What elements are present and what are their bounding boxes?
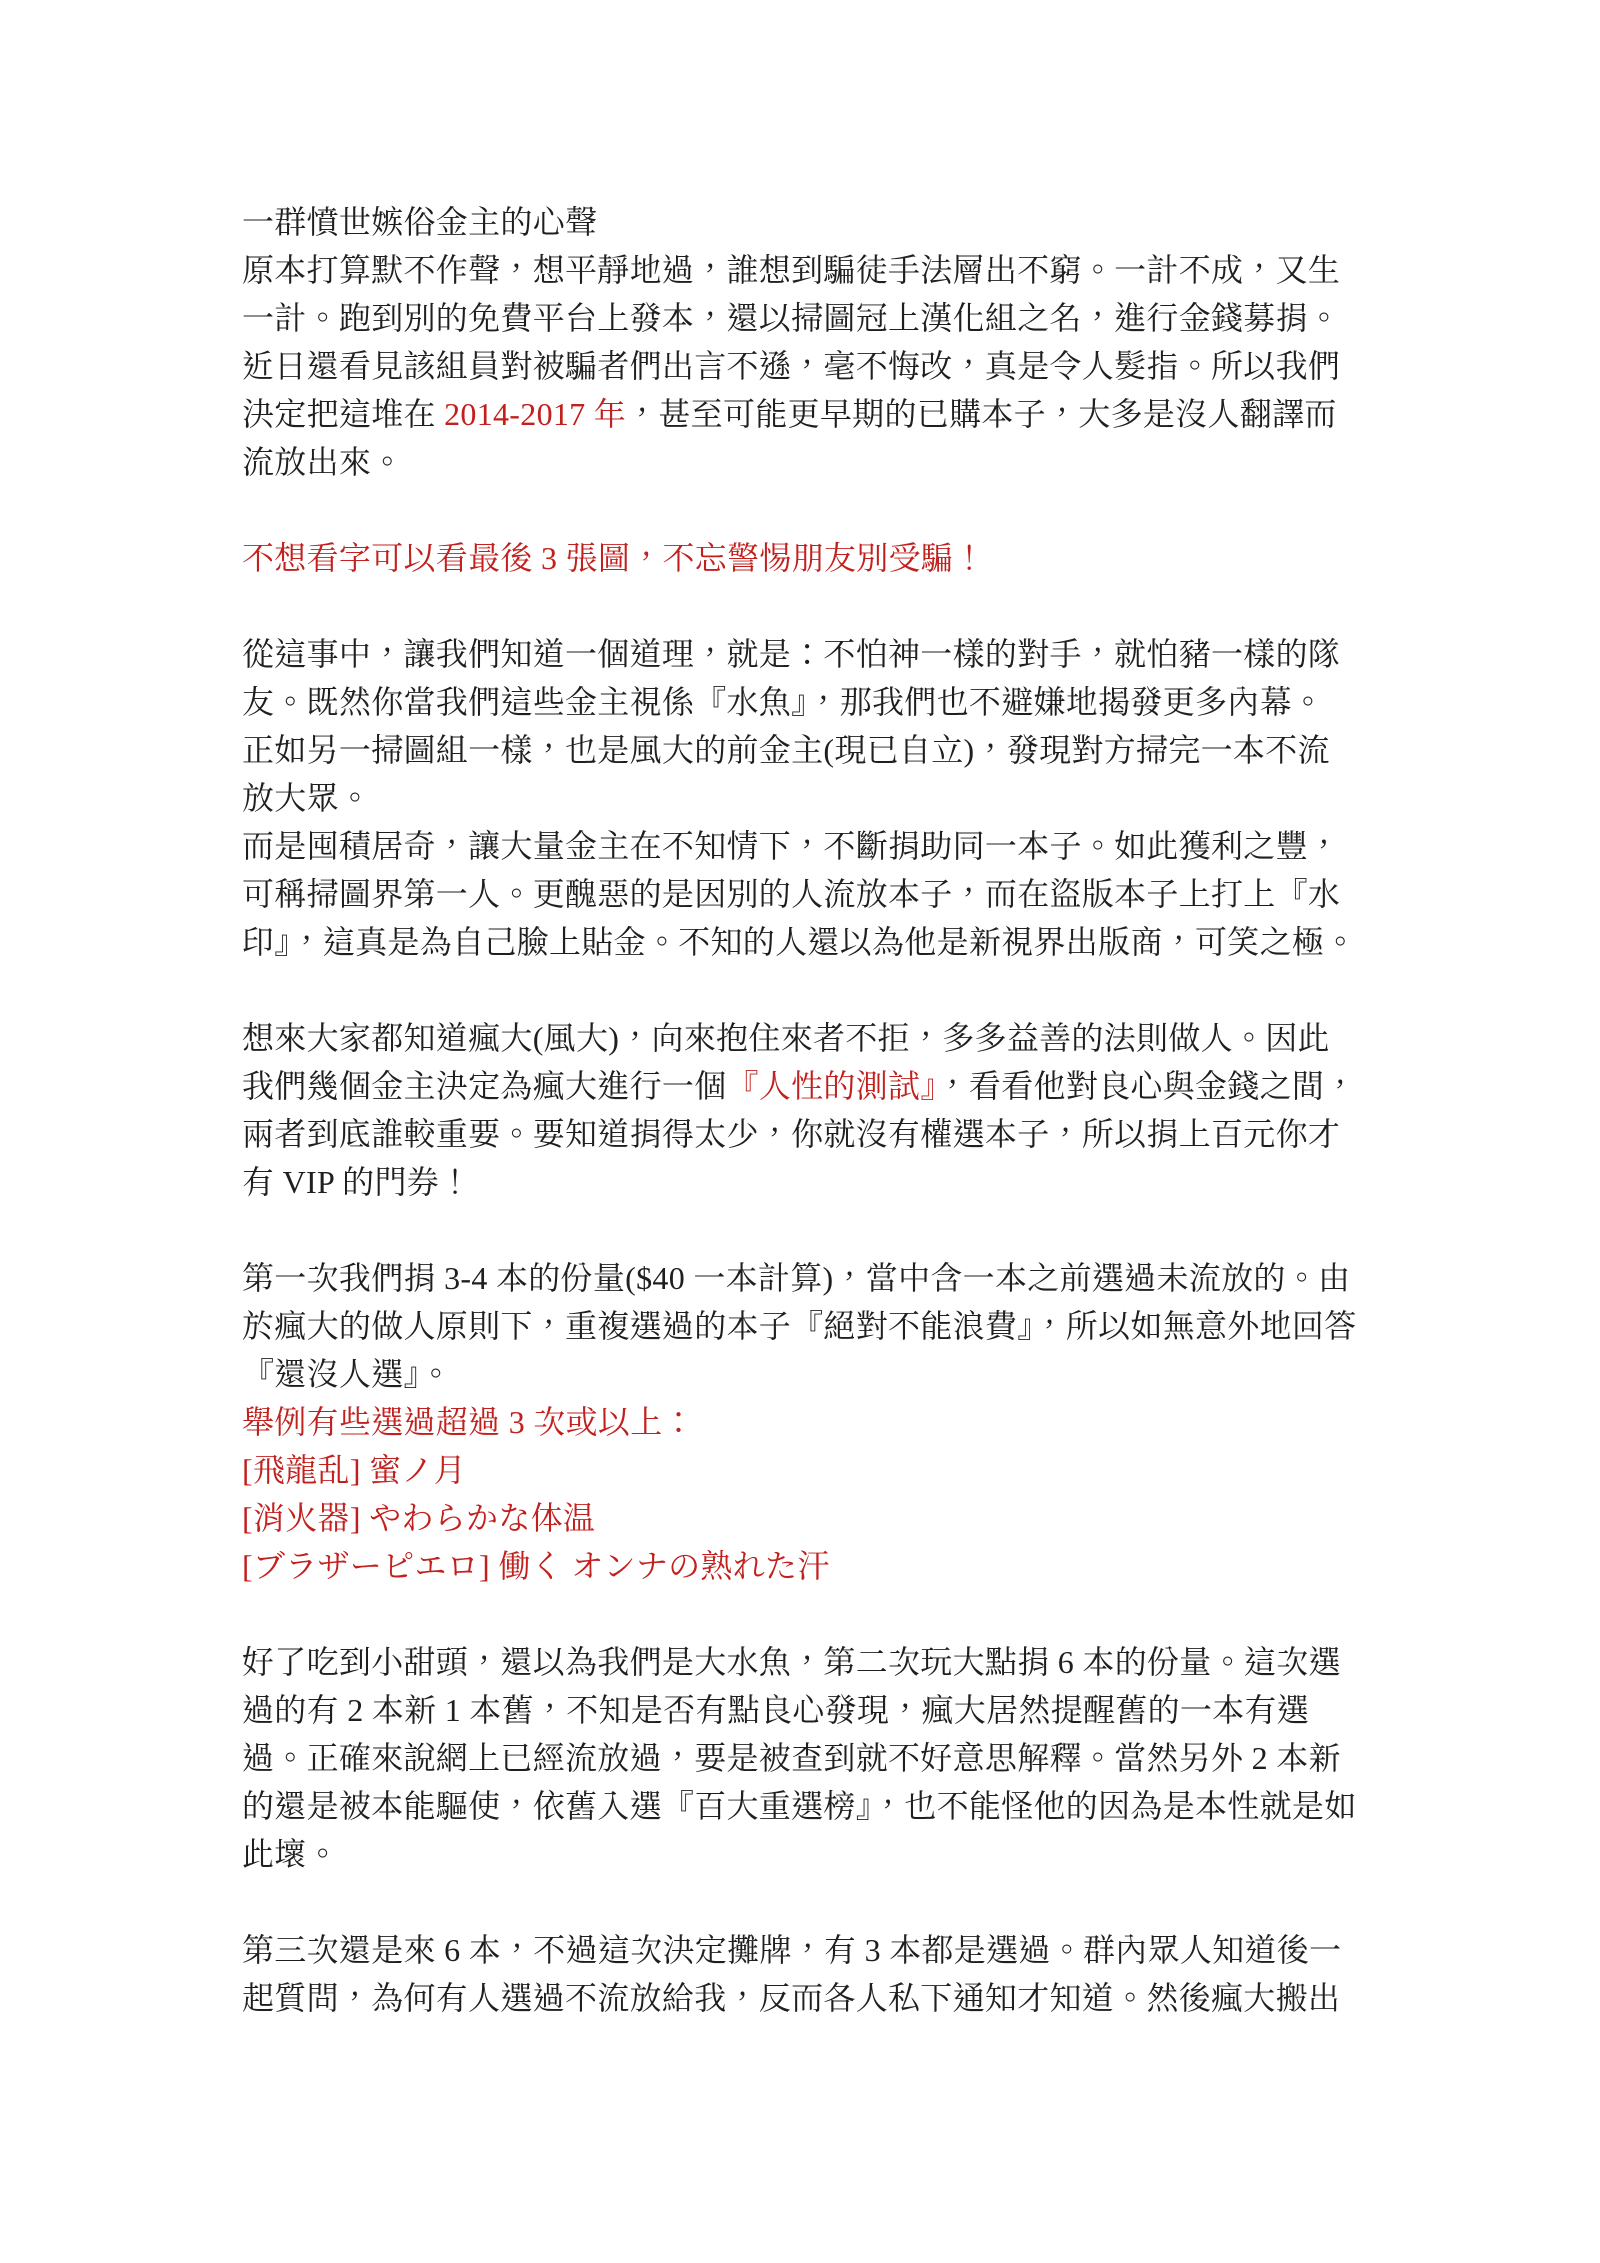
text-segment: 第三次還是來 6 本，不過這次決定攤牌，有 3 本都是選過。群內眾人知道後一 [242,1932,1342,1968]
paragraph [242,630,1382,966]
text-line [242,1302,1382,1350]
text-segment: 過。正確來說網上已經流放過，要是被查到就不好意思解釋。當然另外 2 本新 [242,1740,1341,1776]
text-line [242,1830,1382,1878]
document-content [242,198,1382,2022]
paragraph [242,534,1382,582]
red-text-segment: 『人性的測試』 [726,1068,937,1104]
text-line [242,1062,1382,1110]
text-segment: 從這事中，讓我們知道一個道理，就是：不怕神一樣的對手，就怕豬一樣的隊 [242,636,1341,672]
paragraph [242,198,1382,486]
red-text-segment: 2014-2017 年 [444,396,627,432]
text-segment: 一群憤世嫉俗金主的心聲 [242,204,598,240]
text-segment: 而是囤積居奇，讓大量金主在不知情下，不斷捐助同一本子。如此獲利之豐， [242,828,1341,864]
text-segment: 想來大家都知道瘋大(風大)，向來抱住來者不拒，多多益善的法則做人。因此 [242,1020,1330,1056]
text-line [242,390,1382,438]
text-segment: 『還沒人選』。 [242,1356,453,1392]
text-segment: 可稱掃圖界第一人。更醜惡的是因別的人流放本子，而在盜版本子上打上『水 [242,876,1341,912]
text-line [242,198,1382,246]
text-segment: 此壞。 [242,1836,339,1872]
red-text-segment: [ブラザーピエロ] 働く オンナの熟れた汗 [242,1548,830,1584]
text-line [242,726,1382,774]
text-line [242,1782,1382,1830]
text-line [242,1446,1382,1494]
red-text-segment: 舉例有些選過超過 3 次或以上： [242,1404,695,1440]
text-line [242,918,1382,966]
text-segment: 兩者到底誰較重要。要知道捐得太少，你就沒有權選本子，所以捐上百元你才 [242,1116,1341,1152]
text-segment: ，看看他對良心與金錢之間， [936,1068,1357,1104]
text-segment: 過的有 2 本新 1 本舊，不知是否有點良心發現，瘋大居然提醒舊的一本有選 [242,1692,1310,1728]
text-segment: 流放出來。 [242,444,404,480]
text-line [242,1974,1382,2022]
text-segment: 好了吃到小甜頭，還以為我們是大水魚，第二次玩大點捐 6 本的份量。這次選 [242,1644,1341,1680]
text-segment: 一計。跑到別的免費平台上發本，還以掃圖冠上漢化組之名，進行金錢募捐。 [242,300,1341,336]
text-segment: 第一次我們捐 3-4 本的份量($40 一本計算)，當中含一本之前選過未流放的。由 [242,1260,1351,1296]
text-segment: 有 VIP 的門券！ [242,1164,472,1200]
text-line [242,1110,1382,1158]
text-line [242,1734,1382,1782]
text-line [242,774,1382,822]
red-text-segment: [消火器] やわらかな体温 [242,1500,596,1536]
text-line [242,342,1382,390]
text-segment: 起質問，為何有人選過不流放給我，反而各人私下通知才知道。然後瘋大搬出 [242,1980,1341,2016]
text-line [242,1494,1382,1542]
text-line [242,294,1382,342]
text-line [242,1398,1382,1446]
text-line [242,438,1382,486]
text-segment: 我們幾個金主決定為瘋大進行一個 [242,1068,727,1104]
text-segment: 友。既然你當我們這些金主視係『水魚』，那我們也不避嫌地揭發更多內幕。 [242,684,1325,720]
text-segment: 決定把這堆在 [242,396,445,432]
text-segment: ，甚至可能更早期的已購本子，大多是沒人翻譯而 [626,396,1337,432]
text-line [242,1926,1382,1974]
text-segment: 印』，這真是為自己臉上貼金。不知的人還以為他是新視界出版商，可笑之極。 [242,924,1357,960]
text-line [242,630,1382,678]
red-text-segment: [飛龍乱] 蜜ノ月 [242,1452,467,1488]
text-line [242,1014,1382,1062]
paragraph [242,1638,1382,1878]
text-line [242,1254,1382,1302]
text-line [242,1350,1382,1398]
paragraph [242,1254,1382,1590]
text-segment: 原本打算默不作聲，想平靜地過，誰想到騙徒手法層出不窮。一計不成，又生 [242,252,1341,288]
text-line [242,1542,1382,1590]
paragraph [242,1014,1382,1206]
text-line [242,1638,1382,1686]
text-segment: 的還是被本能驅使，依舊入選『百大重選榜』，也不能怪他的因為是本性就是如 [242,1788,1357,1824]
red-text-segment: 不想看字可以看最後 3 張圖，不忘警惕朋友別受騙！ [242,540,986,576]
text-segment: 放大眾。 [242,780,372,816]
text-line [242,678,1382,726]
text-segment: 近日還看見該組員對被騙者們出言不遜，毫不悔改，真是令人髮指。所以我們 [242,348,1341,384]
text-line [242,870,1382,918]
text-line [242,1158,1382,1206]
text-line [242,534,1382,582]
text-segment: 於瘋大的做人原則下，重複選過的本子『絕對不能浪費』，所以如無意外地回答 [242,1308,1357,1344]
text-line [242,822,1382,870]
text-line [242,246,1382,294]
text-line [242,1686,1382,1734]
paragraph [242,1926,1382,2022]
text-segment: 正如另一掃圖組一樣，也是風大的前金主(現已自立)，發現對方掃完一本不流 [242,732,1330,768]
